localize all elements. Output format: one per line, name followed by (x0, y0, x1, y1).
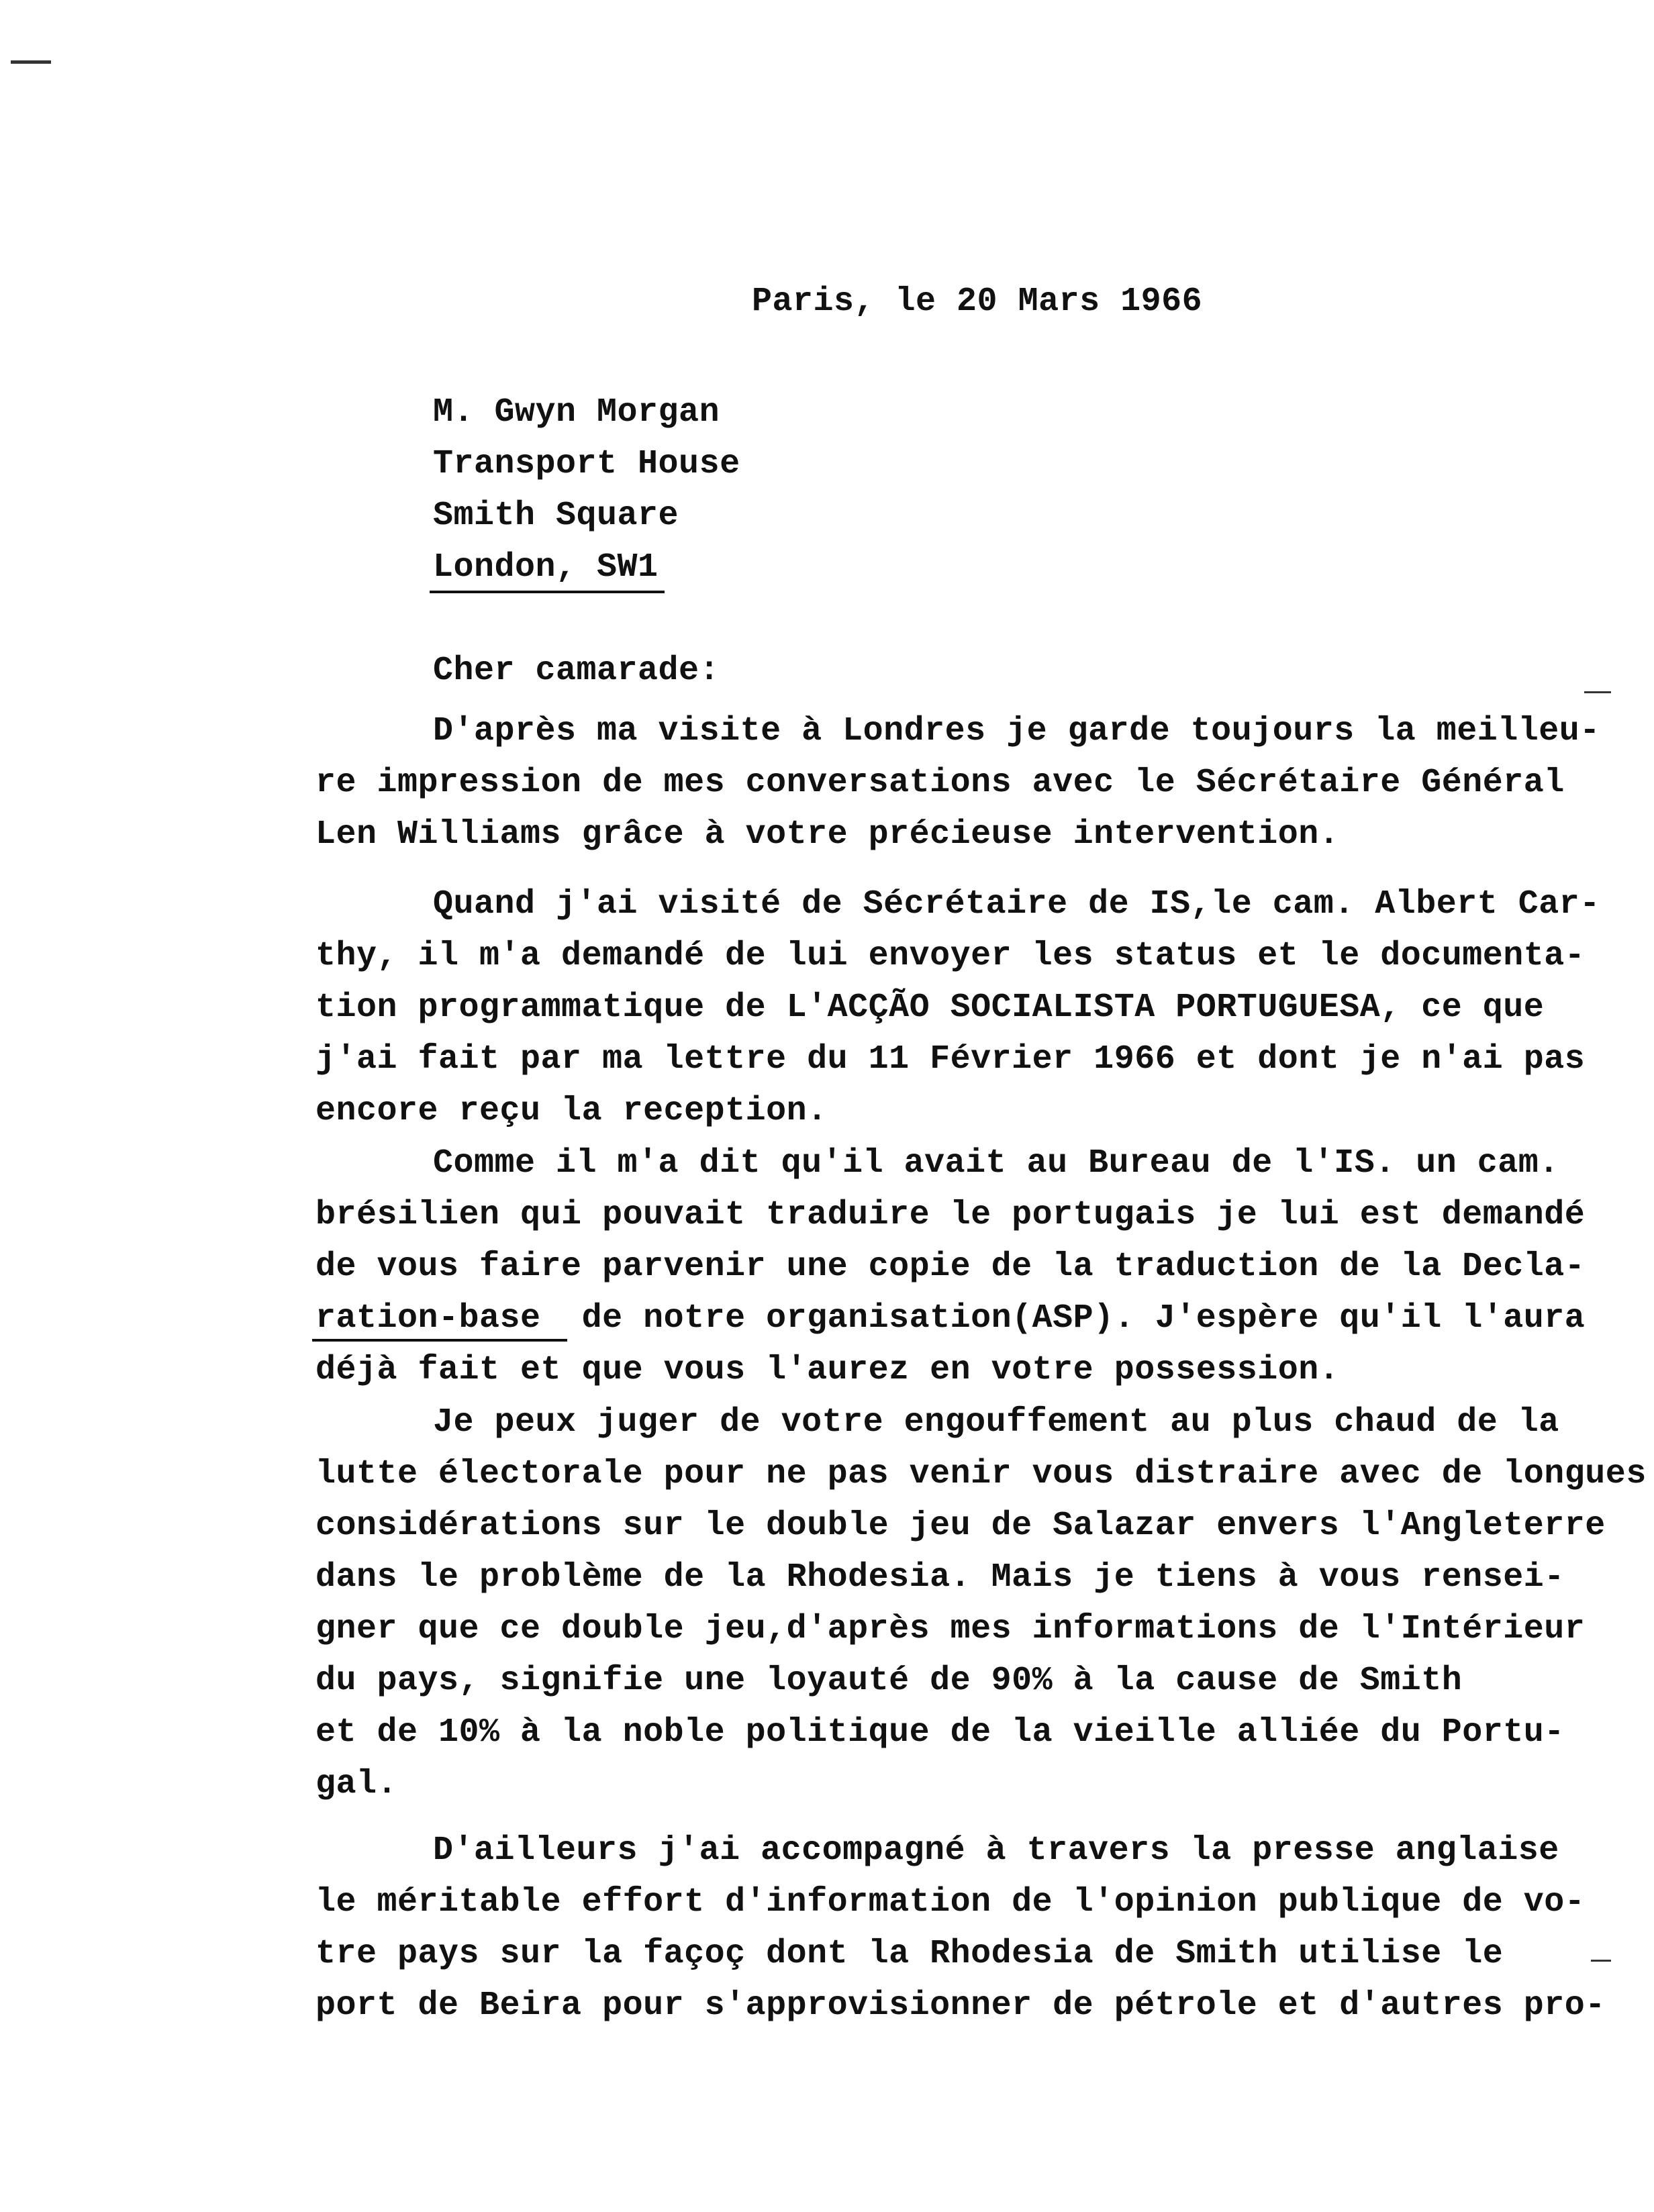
body-line: Len Williams grâce à votre précieuse intervention. (315, 815, 1340, 854)
body-line: D'après ma visite à Londres je garde toujours la meilleu- (433, 712, 1600, 750)
recipient-line: M. Gwyn Morgan (433, 393, 720, 432)
recipient-line: Smith Square (433, 497, 679, 535)
body-line: déjà fait et que vous l'aurez en votre possession. (315, 1351, 1340, 1389)
body-line: D'ailleurs j'ai accompagné à travers la presse anglaise (433, 1831, 1559, 1870)
scan-mark (1591, 1960, 1611, 1962)
body-line: Comme il m'a dit qu'il avait au Bureau de l'IS. un cam. (433, 1144, 1559, 1183)
body-line: de vous faire parvenir une copie de la traduction de la Decla- (315, 1248, 1586, 1286)
body-line: gner que ce double jeu,d'après mes informations de l'Intérieur (315, 1610, 1586, 1648)
scan-mark (1584, 691, 1611, 693)
body-line: Quand j'ai visité de Sécrétaire de IS,le cam. Albert Car- (433, 885, 1600, 923)
body-line: thy, il m'a demandé de lui envoyer les status et le documenta- (315, 937, 1586, 975)
date-line: Paris, le 20 Mars 1966 (752, 283, 1203, 321)
body-line: brésilien qui pouvait traduire le portugais je lui est demandé (315, 1196, 1586, 1234)
body-line: lutte électorale pour ne pas venir vous distraire avec de longues (315, 1455, 1647, 1493)
body-line: Je peux juger de votre engouffement au plus chaud de la (433, 1403, 1559, 1442)
body-line: gal. (315, 1765, 398, 1803)
body-line: du pays, signifie une loyauté de 90% à la cause de Smith (315, 1662, 1463, 1700)
recipient-line: London, SW1 (433, 548, 659, 587)
body-line: le méritable effort d'information de l'opinion publique de vo- (315, 1883, 1586, 1921)
body-line: re impression de mes conversations avec le Sécrétaire Général (315, 764, 1565, 802)
body-line: port de Beira pour s'approvisionner de pétrole et d'autres pro- (315, 1987, 1606, 2025)
body-line: encore reçu la reception. (315, 1092, 828, 1130)
body-line: ration-base de notre organisation(ASP). J'espère qu'il l'aura (315, 1299, 1586, 1338)
declaration-underline (312, 1339, 567, 1342)
body-line: et de 10% à la noble politique de la vieille alliée du Portu- (315, 1713, 1565, 1752)
address-underline (430, 591, 665, 593)
body-line: tre pays sur la façoç dont la Rhodesia de Smith utilise le (315, 1935, 1504, 1973)
body-line: j'ai fait par ma lettre du 11 Février 1966 et dont je n'ai pas (315, 1040, 1586, 1078)
salutation: Cher camarade: (433, 652, 720, 690)
recipient-line: Transport House (433, 445, 740, 483)
body-line: dans le problème de la Rhodesia. Mais je tiens à vous rensei- (315, 1558, 1565, 1597)
body-line: considérations sur le double jeu de Salazar envers l'Angleterre (315, 1507, 1606, 1545)
body-line: tion programmatique de L'ACÇÃO SOCIALISTA PORTUGUESA, ce que (315, 989, 1545, 1027)
scan-mark (11, 60, 51, 64)
